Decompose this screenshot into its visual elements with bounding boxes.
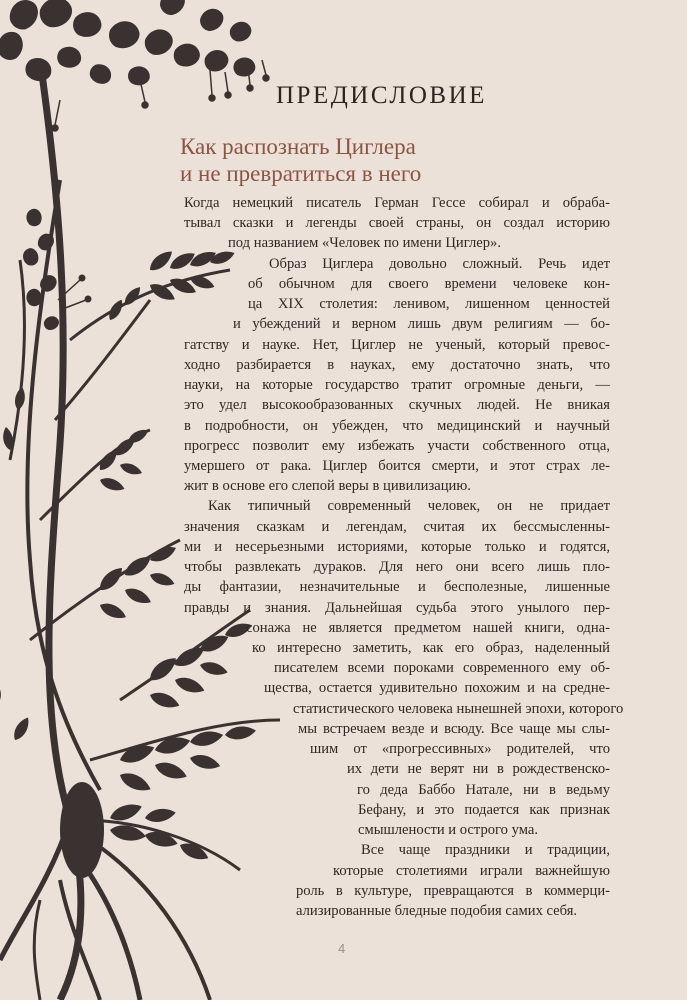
- body-line: роль в культуре, превращаются в коммерци-: [296, 882, 610, 899]
- body-line: ца XIX столетия: ленивом, лишенном ценностей: [248, 296, 610, 313]
- body-line: правды и знания. Дальнейшая судьба этого унылого пер-: [184, 599, 610, 616]
- body-line: статистического человека нынешней эпохи, которого: [293, 700, 624, 717]
- body-line: щества, остается удивительно похожим и на средне-: [264, 680, 610, 697]
- body-line: чтобы развлекать дураков. Для него они всего лишь пло-: [184, 559, 610, 576]
- body-line: Образ Циглера довольно сложный. Речь идет: [269, 255, 610, 272]
- body-line: ко интересно заметить, как его образ, наделенный: [252, 640, 610, 657]
- body-line: прогресс позволит ему избежать участи собственного отца,: [184, 437, 610, 454]
- body-line: Когда немецкий писатель Герман Гессе собирал и обраба-: [184, 195, 610, 211]
- body-line: их дети не верят ни в рождественско-: [347, 761, 610, 778]
- body-line: жит в основе его слепой веры в цивилизацию.: [184, 478, 471, 495]
- body-line: ды фантазии, незначительные и бесполезные, лишенные: [184, 579, 610, 596]
- body-line: Бефану, и это подается как признак: [358, 801, 610, 818]
- body-line: значения сказкам и легендам, считая их бессмысленны-: [184, 518, 610, 535]
- page-heading: ПРЕДИСЛОВИЕ: [276, 82, 487, 109]
- body-line: ходно разбирается в науках, ему достаточно знать, что: [184, 356, 610, 373]
- body-line: Все чаще праздники и традиции,: [361, 842, 610, 859]
- body-line: сонажа не является предметом нашей книги, одна-: [246, 619, 610, 636]
- body-line: ализированные бледные подобия самих себя.: [296, 903, 578, 919]
- body-line: которые столетиями играли важнейшую: [333, 862, 610, 879]
- body-line: го деда Баббо Натале, ни в ведьму: [357, 781, 610, 798]
- body-line: смышлености и острого ума.: [358, 822, 538, 839]
- body-line: Как типичный современный человек, он не придает: [208, 498, 610, 515]
- body-line: в подробности, он убежден, что медицинский и научный: [184, 417, 610, 434]
- body-line: умершего от рака. Циглер боится смерти, и этот страх ле-: [184, 457, 610, 474]
- subtitle-line: Как распознать Циглера: [180, 134, 416, 159]
- body-line: и убеждений и верном лишь двум религиям — бо-: [233, 316, 610, 333]
- body-line: мы встречаем везде и всюду. Все чаще мы слы-: [298, 720, 610, 737]
- body-line: это удел высокообразованных скучных людей. Не вникая: [184, 397, 610, 414]
- body-line: шим от «прогрессивных» родителей, что: [310, 741, 610, 758]
- body-line: писателем всеми пороками современного ему об-: [274, 660, 610, 677]
- page-number: 4: [338, 941, 346, 956]
- subtitle-line: и не превратиться в него: [180, 161, 422, 186]
- body-line: об обычном для своего времени человеке кон-: [248, 275, 610, 292]
- body-line: гатству и науке. Нет, Циглер не ученый, который превос-: [184, 336, 610, 353]
- body-line: ми и несерьезными историями, которые только и годятся,: [184, 538, 610, 555]
- body-line: тывал сказки и легенды своей страны, он создал историю: [184, 215, 610, 232]
- body-line: под названием «Человек по имени Циглер».: [228, 235, 501, 252]
- body-line: науки, на которые государство тратит огромные деньги, —: [184, 377, 610, 394]
